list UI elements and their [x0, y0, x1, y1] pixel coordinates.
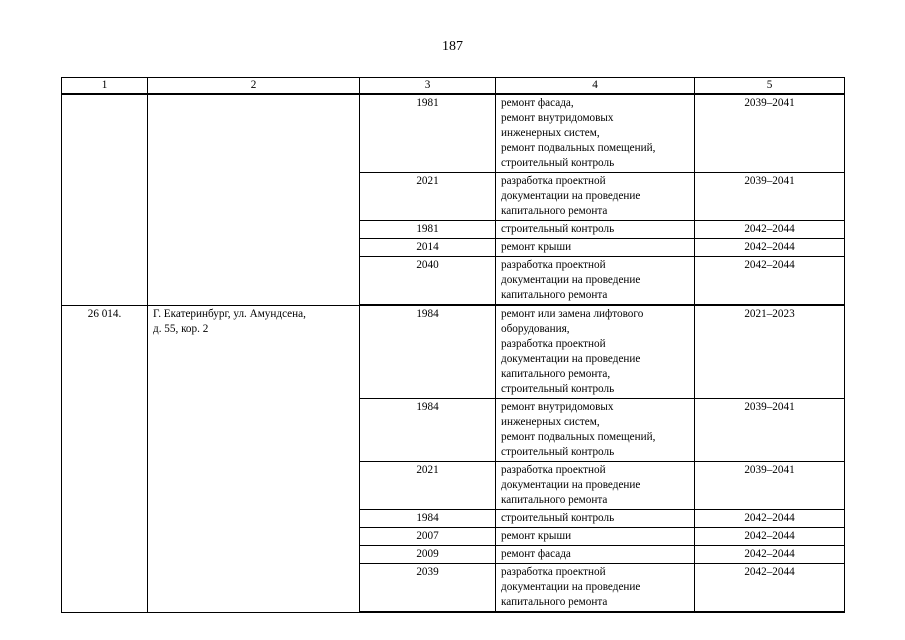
year-cell: 2014 — [360, 239, 496, 257]
year-cell: 2009 — [360, 546, 496, 564]
period-cell: 2042–2044 — [695, 510, 845, 528]
works-cell: ремонт фасада, ремонт внутридомовых инженерных систем, ремонт подвальных помещений, строительный контроль — [496, 94, 695, 173]
column-header-5: 5 — [695, 78, 845, 95]
address-cell — [148, 94, 360, 305]
works-cell: ремонт крыши — [496, 239, 695, 257]
period-cell: 2042–2044 — [695, 528, 845, 546]
period-cell: 2039–2041 — [695, 94, 845, 173]
period-cell: 2042–2044 — [695, 221, 845, 239]
column-header-2: 2 — [148, 78, 360, 95]
works-cell: ремонт крыши — [496, 528, 695, 546]
period-cell: 2042–2044 — [695, 257, 845, 306]
header-row — [62, 78, 845, 95]
works-cell: ремонт внутридомовых инженерных систем, ремонт подвальных помещений, строительный контроль — [496, 399, 695, 462]
page-number: 187 — [442, 39, 463, 54]
works-cell: строительный контроль — [496, 221, 695, 239]
period-cell: 2021–2023 — [695, 305, 845, 399]
address-cell: Г. Екатеринбург, ул. Амундсена, д. 55, кор. 2 — [148, 305, 360, 612]
period-cell: 2042–2044 — [695, 239, 845, 257]
column-header-1: 1 — [62, 78, 148, 95]
works-cell: разработка проектной документации на проведение капитального ремонта — [496, 257, 695, 306]
year-cell: 2007 — [360, 528, 496, 546]
table-row — [62, 94, 845, 173]
column-header-3: 3 — [360, 78, 496, 95]
object-number-cell — [62, 94, 148, 305]
works-cell: разработка проектной документации на проведение капитального ремонта — [496, 564, 695, 613]
year-cell: 1984 — [360, 510, 496, 528]
table-header — [62, 78, 845, 95]
works-cell: разработка проектной документации на проведение капитального ремонта — [496, 462, 695, 510]
works-cell: разработка проектной документации на проведение капитального ремонта — [496, 173, 695, 221]
year-cell: 1981 — [360, 221, 496, 239]
year-cell: 1984 — [360, 399, 496, 462]
table-body — [62, 94, 845, 612]
period-cell: 2039–2041 — [695, 173, 845, 221]
year-cell: 2021 — [360, 173, 496, 221]
period-cell: 2039–2041 — [695, 399, 845, 462]
capital-repair-table — [61, 77, 845, 613]
period-cell: 2042–2044 — [695, 546, 845, 564]
works-cell: ремонт фасада — [496, 546, 695, 564]
year-cell: 2040 — [360, 257, 496, 306]
works-cell: ремонт или замена лифтового оборудования, разработка проектной документации на проведение капитального ремонта, строительный контроль — [496, 305, 695, 399]
year-cell: 1984 — [360, 305, 496, 399]
period-cell: 2042–2044 — [695, 564, 845, 613]
year-cell: 1981 — [360, 94, 496, 173]
object-number-cell: 26 014. — [62, 305, 148, 612]
column-header-4: 4 — [496, 78, 695, 95]
year-cell: 2021 — [360, 462, 496, 510]
year-cell: 2039 — [360, 564, 496, 613]
table-row — [62, 305, 845, 399]
works-cell: строительный контроль — [496, 510, 695, 528]
period-cell: 2039–2041 — [695, 462, 845, 510]
